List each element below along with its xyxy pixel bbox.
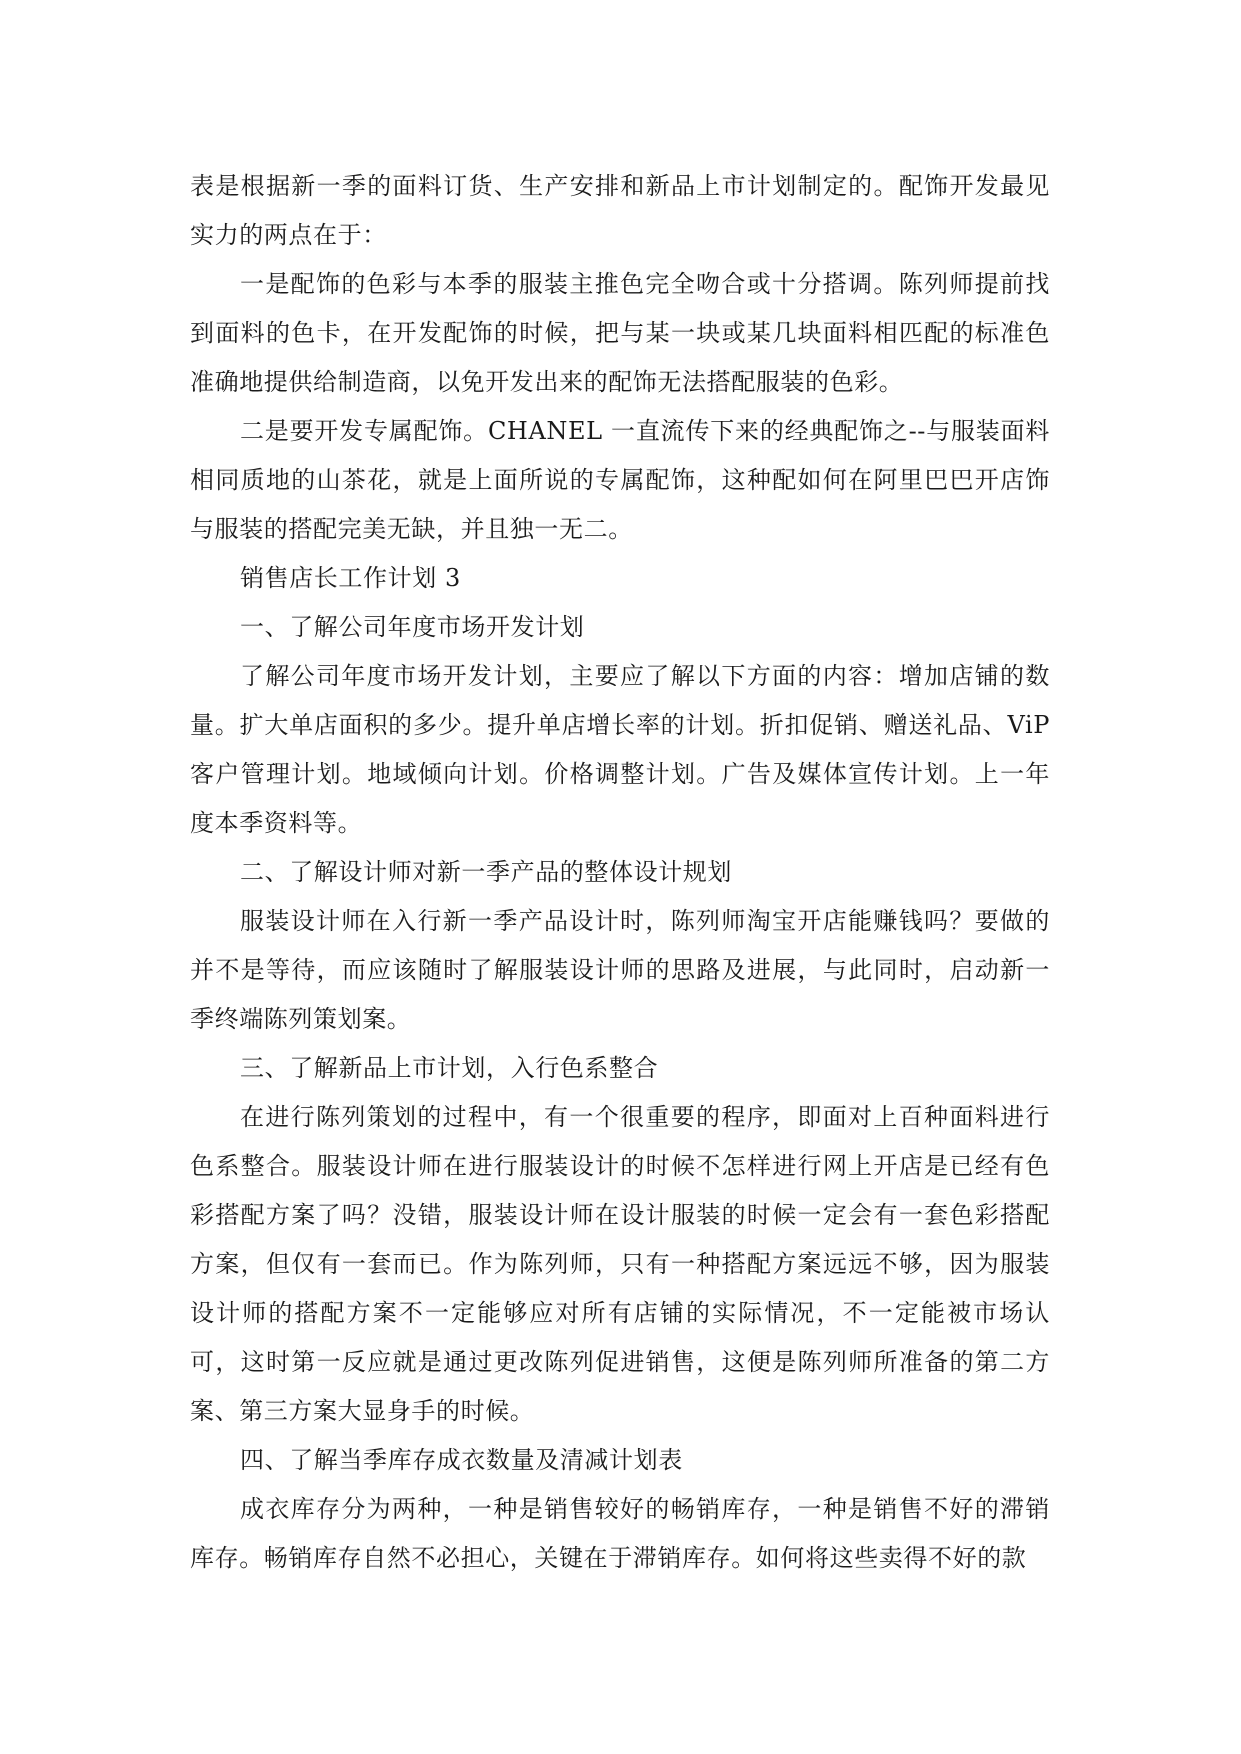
- section-title: 销售店长工作计划 3: [240, 564, 461, 592]
- paragraph: 在进行陈列策划的过程中，有一个很重要的程序，即面对上百种面料进行色系整合。服装设计师在进行服装设计的时候不怎样进行网上开店是已经有色彩搭配方案了吗？没错，服装设计师在设计服装的时候一定会有一套色彩搭配方案，但仅有一套而已。作为陈列师，只有一种搭配方案远远不够，因为服装设计师的搭配方案不一定能够应对所有店铺的实际情况，不一定能被市场认可，这时第一反应就是通过更改陈列促进销售，这便是陈列师所准备的第二方案、第三方案大显身手的时候。: [190, 1103, 1050, 1425]
- section-heading: 三、了解新品上市计划，入行色系整合: [240, 1054, 659, 1082]
- section-heading: 四、了解当季库存成衣数量及清减计划表: [240, 1446, 683, 1474]
- paragraph: 二是要开发专属配饰。CHANEL 一直流传下来的经典配饰之--与服装面料相同质地的山茶花，就是上面所说的专属配饰，这种配如何在阿里巴巴开店饰与服装的搭配完美无缺，并且独一无二。: [190, 417, 1050, 543]
- paragraph: 服装设计师在入行新一季产品设计时，陈列师淘宝开店能赚钱吗？要做的并不是等待，而应该随时了解服装设计师的思路及进展，与此同时，启动新一季终端陈列策划案。: [190, 907, 1050, 1033]
- paragraph: 成衣库存分为两种，一种是销售较好的畅销库存，一种是销售不好的滞销库存。畅销库存自然不必担心，关键在于滞销库存。如何将这些卖得不好的款: [190, 1495, 1050, 1572]
- section-heading: 二、了解设计师对新一季产品的整体设计规划: [240, 858, 732, 886]
- paragraph: 表是根据新一季的面料订货、生产安排和新品上市计划制定的。配饰开发最见实力的两点在于：: [190, 172, 1050, 249]
- paragraph: 了解公司年度市场开发计划，主要应了解以下方面的内容：增加店铺的数量。扩大单店面积的多少。提升单店增长率的计划。折扣促销、赠送礼品、ViP 客户管理计划。地域倾向计划。价格调整计划。广告及媒体宣传计划。上一年度本季资料等。: [190, 662, 1050, 837]
- document-body: [190, 162, 1050, 1583]
- paragraph: 一是配饰的色彩与本季的服装主推色完全吻合或十分搭调。陈列师提前找到面料的色卡，在开发配饰的时候，把与某一块或某几块面料相匹配的标准色准确地提供给制造商，以免开发出来的配饰无法搭配服装的色彩。: [190, 270, 1050, 396]
- section-heading: 一、了解公司年度市场开发计划: [240, 613, 585, 641]
